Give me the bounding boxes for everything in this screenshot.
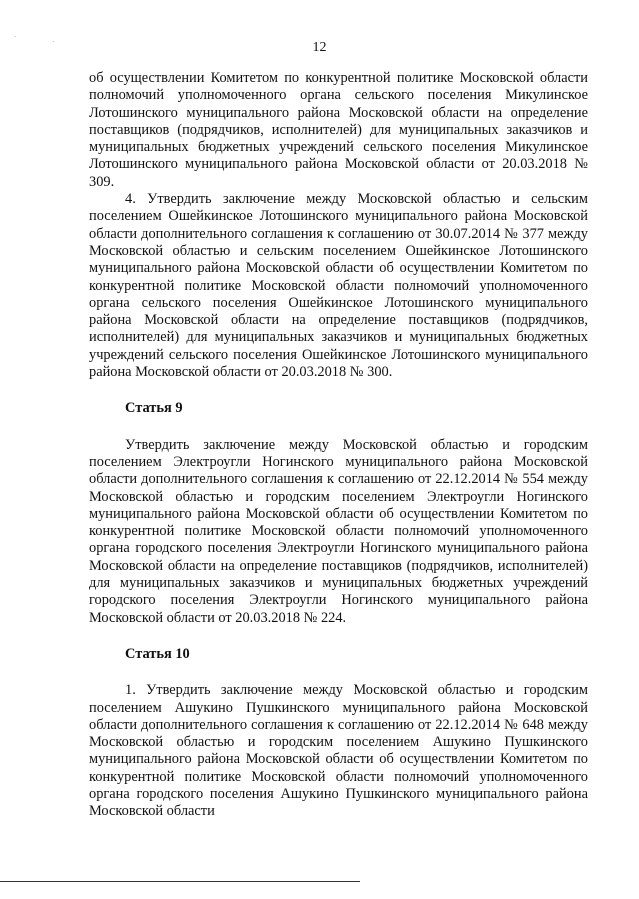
spacer bbox=[89, 663, 588, 682]
paragraph-continuation: об осуществлении Комитетом по конкурентной политике Московской области полномочий уполномоченного органа сельского поселения Микулинское Лотошинского муниципального района Московской области на определение поставщиков (подрядчиков, исполнителей) для муниципальных заказчиков и муниципальных бюджетных учреждений сельского поселения Микулинское Лотошинского муниципального района Московской области от 20.03.2018 № 309. bbox=[89, 70, 588, 190]
article-10-text: 1. Утвердить заключение между Московской областью и городским поселением Ашукино Пушкинского муниципального района Московской области дополнительного соглашения к соглашению от 22.12.2014 № 648 между Московской областью и городским поселением Ашукино Пушкинского муниципального района Московской области об осуществлении Комитетом по конкурентной политике Московской области полномочий уполномоченного органа городского поселения Ашукино Пушкинского муниципального района Московской области bbox=[89, 682, 588, 820]
footer-rule bbox=[0, 881, 360, 882]
scan-speck: · bbox=[14, 33, 17, 41]
page-number: 12 bbox=[312, 40, 327, 55]
scan-speck: · bbox=[52, 38, 55, 46]
article-9-text: Утвердить заключение между Московской областью и городским поселением Электроугли Ногинского муниципального района Московской области дополнительного соглашения к соглашению от 22.12.2014 № 554 между Московской областью и городским поселением Электроугли Ногинского муниципального района Московской области об осуществлении Комитетом по конкурентной политике Московской области полномочий уполномоченного органа городского поселения Электроугли Ногинского муниципального района Московской области на определение поставщиков (подрядчиков, исполнителей) для муниципальных заказчиков и муниципальных бюджетных учреждений городского поселения Электроугли Ногинского муниципального района Московской области от 20.03.2018 № 224. bbox=[89, 436, 588, 626]
spacer bbox=[89, 627, 588, 646]
spacer bbox=[89, 381, 588, 400]
article-10-heading: Статья 10 bbox=[125, 645, 190, 662]
document-body bbox=[89, 70, 588, 821]
article-9-heading: Статья 9 bbox=[125, 400, 183, 417]
spacer bbox=[89, 418, 588, 437]
paragraph-item-4: 4. Утвердить заключение между Московской областью и сельским поселением Ошейкинское Лотошинского муниципального района Московской области дополнительного соглашения к соглашению от 30.07.2014 № 377 между Московской областью и сельским поселением Ошейкинское Лотошинского муниципального района Московской области об осуществлении Комитетом по конкурентной политике Московской области полномочий уполномоченного органа сельского поселения Ошейкинское Лотошинского муниципального района Московской области на определение поставщиков (подрядчиков, исполнителей) для муниципальных заказчиков и муниципальных бюджетных учреждений сельского поселения Ошейкинское Лотошинского муниципального района Московской области от 20.03.2018 № 300. bbox=[89, 191, 588, 381]
